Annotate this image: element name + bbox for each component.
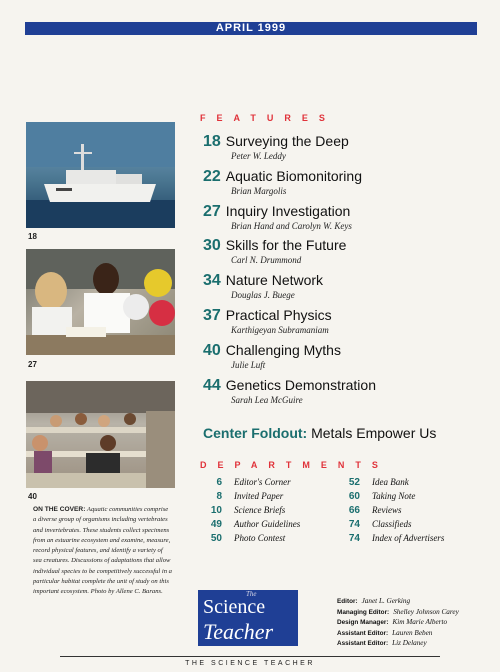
logo-science: Science	[203, 596, 266, 618]
department-name: Invited Paper	[234, 491, 284, 501]
feature-page-number: 37	[203, 307, 221, 324]
department-item[interactable]	[338, 475, 444, 489]
feature-title: Surveying the Deep	[225, 133, 349, 149]
department-name: Author Guidelines	[234, 519, 301, 529]
feature-entry[interactable]	[203, 342, 341, 370]
center-foldout-label: Center Foldout:	[203, 425, 308, 441]
feature-author: Karthigeyan Subramaniam	[231, 325, 329, 335]
staff-row	[337, 618, 459, 629]
staff-role: Design Manager:	[337, 619, 389, 627]
feature-author: Sarah Lea McGuire	[231, 395, 303, 405]
department-item[interactable]	[200, 489, 300, 503]
feature-entry[interactable]	[203, 168, 362, 196]
photo-page-label: 18	[28, 232, 37, 241]
logo-the: The	[246, 590, 257, 598]
department-page-number: 74	[348, 519, 360, 530]
department-page-number: 50	[210, 533, 222, 544]
center-foldout[interactable]	[203, 425, 436, 441]
photo-page-label: 27	[28, 360, 37, 369]
feature-title: Challenging Myths	[225, 342, 341, 358]
department-item[interactable]	[338, 517, 444, 531]
department-page-number: 60	[348, 491, 360, 502]
staff-row	[337, 639, 459, 650]
feature-author: Douglas J. Buege	[231, 290, 295, 300]
classroom-photo	[26, 381, 175, 488]
logo-teacher: Teacher	[203, 619, 274, 644]
department-page-number: 49	[210, 519, 222, 530]
department-name: Classifieds	[372, 519, 412, 529]
department-name: Science Briefs	[234, 505, 286, 515]
feature-author: Carl N. Drummond	[231, 255, 302, 265]
feature-title: Inquiry Investigation	[225, 203, 351, 219]
department-page-number: 66	[348, 505, 360, 516]
feature-page-number: 44	[203, 377, 221, 394]
feature-entry[interactable]	[203, 377, 376, 405]
page-footer: THE SCIENCE TEACHER	[185, 660, 315, 667]
feature-author: Brian Hand and Carolyn W. Keys	[231, 221, 352, 231]
feature-entry[interactable]	[203, 307, 332, 335]
science-teacher-logo	[198, 590, 298, 646]
department-page-number: 8	[216, 491, 222, 502]
departments-heading: DEPARTMENTS	[200, 460, 389, 470]
staff-row	[337, 629, 459, 640]
staff-name: Kim Marie Alberto	[392, 618, 448, 627]
department-item[interactable]	[338, 531, 444, 545]
feature-author: Brian Margolis	[231, 186, 287, 196]
feature-page-number: 40	[203, 342, 221, 359]
staff-list	[337, 597, 459, 650]
footer-rule	[60, 656, 440, 657]
staff-name: Lauren Beben	[392, 628, 433, 637]
feature-page-number: 27	[203, 203, 221, 220]
staff-role: Assistant Editor:	[337, 629, 389, 637]
department-page-number: 74	[348, 533, 360, 544]
staff-name: Liz Delaney	[392, 639, 427, 648]
staff-name: Shelley Johnson Carey	[393, 607, 459, 616]
departments-right-column	[338, 475, 444, 545]
issue-date-banner: APRIL 1999	[25, 22, 477, 35]
staff-role: Managing Editor:	[337, 608, 390, 616]
department-item[interactable]	[200, 475, 300, 489]
department-name: Idea Bank	[372, 477, 409, 487]
departments-left-column	[200, 475, 300, 545]
department-item[interactable]	[338, 489, 444, 503]
department-page-number: 10	[210, 505, 222, 516]
feature-title: Skills for the Future	[225, 237, 347, 253]
students-balloons-photo	[26, 249, 175, 355]
feature-title: Nature Network	[225, 272, 324, 288]
staff-row	[337, 597, 459, 608]
department-name: Index of Advertisers	[372, 533, 445, 543]
cover-caption-text: Aquatic communities comprise a diverse group of organisms including vertebrates and invertebrates. These students collect specimens from an estuarine ecosystem and examine, measure, record physical features, and identify a variety of sea creatures. Discussions of adaptations that allow individual species to be competitively successful in a particular habitat complete the unit of study on this important ecosystem. Photo by Allene C. Barans.	[33, 506, 172, 596]
department-name: Taking Note	[372, 491, 416, 501]
feature-title: Genetics Demonstration	[225, 377, 376, 393]
department-page-number: 6	[216, 477, 222, 488]
department-name: Reviews	[372, 505, 402, 515]
feature-page-number: 34	[203, 272, 221, 289]
staff-name: Janet L. Gerking	[361, 597, 411, 605]
feature-page-number: 18	[203, 133, 221, 150]
center-foldout-title: Metals Empower Us	[311, 425, 437, 441]
department-name: Editor's Corner	[234, 477, 291, 487]
ship-photo	[26, 122, 175, 228]
department-page-number: 52	[348, 477, 360, 488]
staff-role: Assistant Editor:	[337, 640, 389, 648]
feature-entry[interactable]	[203, 133, 349, 161]
feature-author: Julie Luft	[231, 360, 266, 370]
department-item[interactable]	[200, 531, 300, 545]
feature-page-number: 30	[203, 237, 221, 254]
department-item[interactable]	[200, 503, 300, 517]
feature-page-number: 22	[203, 168, 221, 185]
feature-title: Aquatic Biomonitoring	[225, 168, 362, 184]
feature-title: Practical Physics	[225, 307, 332, 323]
staff-row	[337, 608, 459, 619]
feature-author: Peter W. Leddy	[231, 151, 286, 161]
features-heading: FEATURES	[200, 113, 336, 123]
cover-caption	[33, 505, 173, 598]
staff-role: Editor:	[337, 598, 358, 605]
feature-entry[interactable]	[203, 237, 346, 265]
feature-entry[interactable]	[203, 203, 352, 231]
photo-page-label: 40	[28, 492, 37, 501]
cover-caption-lead: ON THE COVER:	[33, 506, 86, 513]
feature-entry[interactable]	[203, 272, 323, 300]
department-item[interactable]	[200, 517, 300, 531]
department-item[interactable]	[338, 503, 444, 517]
department-name: Photo Contest	[234, 533, 286, 543]
